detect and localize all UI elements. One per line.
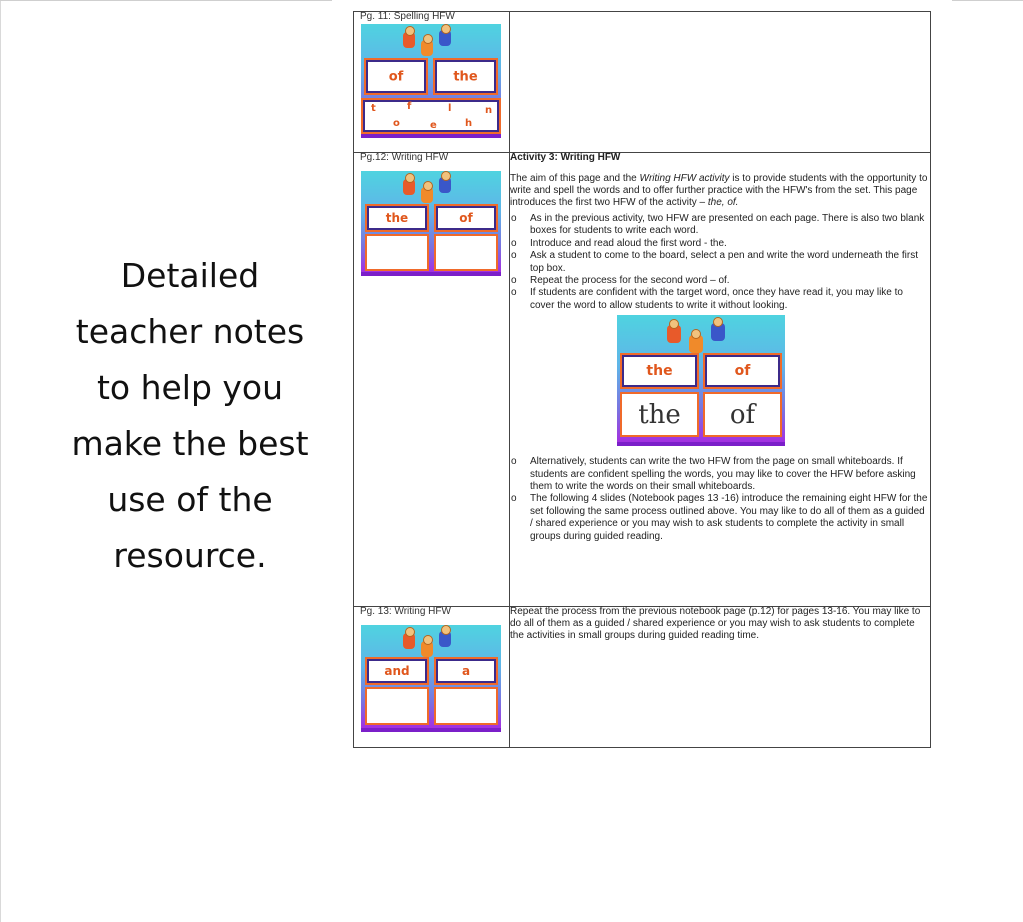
repeat-instructions: Repeat the process from the previous notebook page (p.12) for pages 13-16. You may like to do all of them as a guided / shared experience or you may wish to ask students to complete the activities in small groups during guided reading time. <box>510 606 921 641</box>
children-illustration <box>361 625 501 654</box>
list-item: o Ask a student to come to the board, select a pen and write the word underneath the first top box. <box>510 250 930 275</box>
blank-writing-box <box>434 234 498 271</box>
slide-thumbnail <box>361 171 501 276</box>
word-card <box>703 353 782 389</box>
intro-text: is to provide students with the opportunity to write and spell the words and to offer further practice with the HFW's from the set. This page introduces the first two HFW of the activity – <box>510 173 928 208</box>
caption-line: Detailed <box>120 256 260 295</box>
instruction-list <box>510 456 930 543</box>
page-cell <box>354 153 510 607</box>
children-illustration <box>361 171 501 199</box>
page-cell <box>354 607 510 748</box>
intro-paragraph <box>510 173 930 209</box>
table-row <box>354 607 931 748</box>
list-item: o Alternatively, students can write the two HFW from the page on small whiteboards. If students are confident spelling the words, you may like to cover the HFW before asking them to write the words on their small whiteboards. <box>510 456 930 493</box>
caption-line: make the best <box>71 424 309 463</box>
word-text: the <box>646 363 673 380</box>
word-text: the <box>453 69 478 84</box>
letter-tiles-box <box>361 98 501 134</box>
activity-title: Activity 3: Writing HFW <box>510 152 621 163</box>
letter-tile: l <box>448 103 452 114</box>
instruction-list <box>510 213 930 312</box>
intro-emphasis: Writing HFW activity <box>639 173 730 184</box>
word-card <box>364 58 428 95</box>
letter-tile: h <box>465 118 473 129</box>
page-label: Pg. 13: Writing HFW <box>360 606 451 617</box>
word-card <box>365 204 429 232</box>
word-card <box>434 657 498 685</box>
intro-text: The aim of this page and the <box>510 173 640 184</box>
letter-tile: t <box>371 103 376 114</box>
word-text: the <box>385 211 409 225</box>
word-text: of <box>734 363 751 380</box>
page-edge-left <box>0 0 1 922</box>
caption-line: resource. <box>113 536 267 575</box>
handwritten-word: the <box>638 399 681 430</box>
slide-thumbnail <box>361 625 501 732</box>
blank-writing-box <box>365 234 429 271</box>
caption-text <box>40 248 340 584</box>
slide-example-large <box>617 315 785 446</box>
page-label: Pg.12: Writing HFW <box>360 152 449 163</box>
children-illustration <box>361 24 501 55</box>
word-card <box>620 353 699 389</box>
writing-box <box>620 392 699 437</box>
blank-writing-box <box>434 687 498 725</box>
caption-line: to help you <box>96 368 284 407</box>
notes-cell <box>510 153 931 607</box>
caption-line: teacher notes <box>75 312 305 351</box>
intro-emphasis: the, of. <box>707 197 739 208</box>
letter-tile: e <box>430 120 437 131</box>
list-item: o If students are confident with the target word, once they have read it, you may like to cover the word to allow students to write it without looking. <box>510 287 930 312</box>
handwritten-word: of <box>729 399 756 430</box>
word-text: of <box>459 211 473 225</box>
letter-tile: n <box>485 105 493 116</box>
teacher-notes-table <box>353 11 931 748</box>
notes-cell <box>510 12 931 153</box>
word-text: and <box>384 664 410 678</box>
table-row <box>354 12 931 153</box>
children-illustration <box>617 315 785 351</box>
page-cell <box>354 12 510 153</box>
word-text: a <box>461 664 471 678</box>
notes-cell <box>510 607 931 748</box>
page-label: Pg. 11: Spelling HFW <box>360 11 455 22</box>
letter-tile: f <box>407 101 412 112</box>
word-card <box>433 58 498 95</box>
letter-tile: o <box>393 118 400 129</box>
word-text: of <box>388 69 404 84</box>
word-card <box>434 204 498 232</box>
table-row <box>354 153 931 607</box>
caption-line: use of the <box>107 480 273 519</box>
page-edge-top-left <box>0 0 332 1</box>
writing-box <box>703 392 782 437</box>
list-item: o As in the previous activity, two HFW are presented on each page. There is also two blank boxes for students to write each word. <box>510 213 930 238</box>
list-item: o Repeat the process for the second word – of. <box>510 275 930 287</box>
page-edge-top-right <box>952 0 1023 1</box>
list-item: o The following 4 slides (Notebook pages 13 -16) introduce the remaining eight HFW for the set following the same process outlined above. You may like to do all of them as a guided / shared experience or you may wish to ask students to complete the activity in small groups during guided reading. <box>510 493 930 543</box>
slide-thumbnail <box>361 24 501 138</box>
blank-writing-box <box>365 687 429 725</box>
word-card <box>365 657 429 685</box>
list-item: o Introduce and read aloud the first word - the. <box>510 238 930 250</box>
